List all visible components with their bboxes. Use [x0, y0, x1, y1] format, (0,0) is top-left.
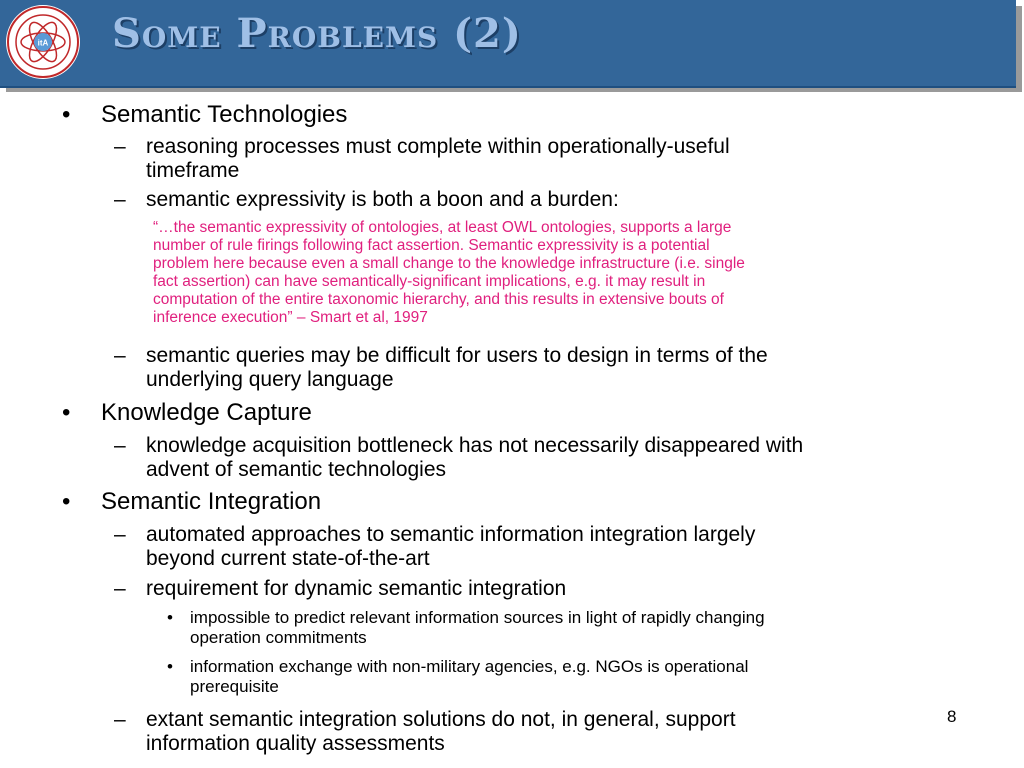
sub-bullet-text: requirement for dynamic semantic integration — [146, 577, 567, 600]
quote-line: number of rule firings following fact assertion. Semantic expressivity is a potential — [153, 237, 710, 254]
sub-bullet-text: timeframe — [146, 159, 240, 182]
slide-title: Some Problems (2) — [112, 10, 522, 57]
quote-line: computation of the entire taxonomic hierarchy, and this results in extensive bouts of — [153, 291, 724, 308]
sub-sub-bullet-marker: • — [167, 657, 173, 676]
bullet-knowledge-capture: Knowledge Capture — [101, 399, 312, 426]
sub-bullet-text: semantic expressivity is both a boon and a burden: — [146, 188, 619, 211]
header-divider — [0, 86, 1016, 88]
sub-sub-bullet-text: information exchange with non-military agencies, e.g. NGOs is operational — [190, 657, 749, 676]
svg-text:itA: itA — [37, 38, 49, 48]
bullet-semantic-integration: Semantic Integration — [101, 488, 322, 515]
sub-bullet-text: beyond current state-of-the-art — [146, 547, 430, 570]
dash-marker: – — [114, 135, 126, 158]
dash-marker: – — [114, 344, 126, 367]
dash-marker: – — [114, 523, 126, 546]
sub-sub-bullet-text: operation commitments — [190, 628, 367, 647]
sub-bullet-text: underlying query language — [146, 368, 394, 391]
sub-bullet-text: automated approaches to semantic information integration largely — [146, 523, 756, 546]
dash-marker: – — [114, 577, 126, 600]
sub-bullet-text: extant semantic integration solutions do not, in general, support — [146, 708, 736, 731]
sub-bullet-text: semantic queries may be difficult for users to design in terms of the — [146, 344, 768, 367]
quote-line: inference execution” – Smart et al, 1997 — [153, 309, 428, 326]
bullet-marker: • — [62, 399, 71, 426]
page-number: 8 — [947, 707, 957, 726]
quote-line: “…the semantic expressivity of ontologies, at least OWL ontologies, supports a large — [153, 219, 732, 236]
sub-bullet-text: reasoning processes must complete within operationally-useful — [146, 135, 730, 158]
ita-logo — [4, 3, 82, 81]
dash-marker: – — [114, 434, 126, 457]
quote-line: fact assertion) can have semantically-significant implications, e.g. it may result in — [153, 273, 706, 290]
sub-bullet-text: information quality assessments — [146, 732, 445, 755]
sub-bullet-text: advent of semantic technologies — [146, 458, 447, 481]
dash-marker: – — [114, 708, 126, 731]
bullet-marker: • — [62, 488, 71, 515]
bullet-marker: • — [62, 101, 71, 128]
bullet-semantic-technologies: Semantic Technologies — [101, 101, 348, 128]
sub-sub-bullet-text: impossible to predict relevant information sources in light of rapidly changing — [190, 608, 765, 627]
sub-bullet-text: knowledge acquisition bottleneck has not necessarily disappeared with — [146, 434, 804, 457]
dash-marker: – — [114, 188, 126, 211]
quote-line: problem here because even a small change to the knowledge infrastructure (i.e. single — [153, 255, 745, 272]
sub-sub-bullet-text: prerequisite — [190, 677, 279, 696]
sub-sub-bullet-marker: • — [167, 608, 173, 627]
